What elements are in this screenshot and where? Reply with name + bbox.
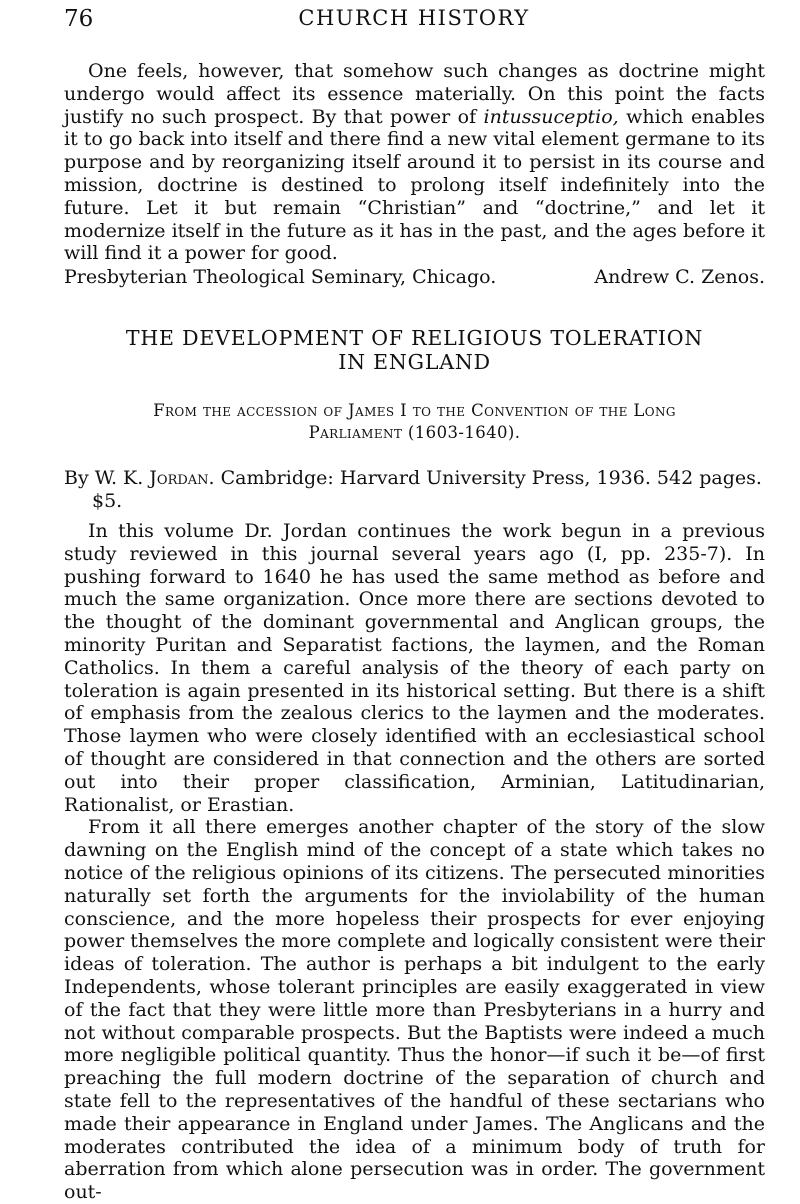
signature-author: Andrew C. Zenos. [594,266,765,288]
signature-institution: Presbyterian Theological Seminary, Chicago. [64,266,497,288]
review-title-line: IN ENGLAND [338,350,491,374]
byline-prefix: By W. K. [64,467,150,489]
paragraph [64,60,765,265]
review-title-line: THE DEVELOPMENT OF RELIGIOUS TOLERATION [125,326,704,350]
review-subtitle-line: From the accession of James I to the Convention of the Long [153,401,676,420]
page-header [64,6,764,36]
paragraph: In this volume Dr. Jordan continues the work begun in a previous study reviewed in this journal several years ago (I, pp. 235-7). In pushing forward to 1640 he has used the same method as before and much the same organization. Once more there are sections devoted to the thought of the dominant governmental and Anglican groups, the minority Puritan and Separatist factions, the laymen, and the Roman Catholics. In them a careful analysis of the theory of each party on toleration is again presented in its historical setting. But there is a shift of emphasis from the zealous clerics to the laymen and the moderates. Those laymen who were closely identified with an ecclesiastical school of thought are considered in that connection and the others are sorted out into their proper classification, Arminian, Latitudinarian, Rationalist, or Erastian. [64,520,765,816]
review-title [64,326,765,374]
italic-term: intussuceptio, [483,105,619,128]
review-subtitle [64,400,765,444]
byline-author: Jordan [149,467,209,489]
running-head: CHURCH HISTORY [298,6,530,30]
page-number: 76 [64,6,94,32]
closing-paragraph [64,60,765,265]
signature-line [64,266,765,290]
paragraph-text: One feels, however, that somehow such changes as doctrine might undergo would affect its essence materially. On this point the facts justify no such prospect. By that power of [64,60,765,128]
paragraph: From it all there emerges another chapter of the story of the slow dawning on the English mind of the concept of a state which takes no notice of the religious opinions of its citizens. The persecuted minorities naturally set forth the arguments for the inviolability of the human conscience, and the more hopeless their prospects for ever enjoying power themselves the more complete and logically consistent were their ideas of toleration. The author is perhaps a bit indulgent to the early Independents, whose tolerant principles are easily exaggerated in view of the fact that they were little more than Presbyterians in a hurry and not without comparable prospects. But the Baptists were indeed a much more negligible political quantity. Thus the honor—if such it be—of first preaching the full modern doctrine of the separation of church and state fell to the representatives of the handful of these sectarians who made their appearance in England under James. The Anglicans and the moderates contributed the idea of a minimum body of truth for aberration from which alone persecution was in order. The government out- [64,816,765,1204]
paragraph-text: which enables it to go back into itself and there find a new vital element germane to its purpose and by reorganizing itself around it to persist in its course and mission, doctrine is destined to prolong itself indefinitely into the future. Let it but remain “Christian” and “doctrine,” and let it modernize itself in the future as it has in the past, and the ages before it will find it a power for good. [64,105,765,265]
review-body [64,520,765,1204]
byline-publisher: . Cambridge: Harvard University Press, 1936. 542 pages. $5. [92,467,762,512]
review-byline [64,467,765,512]
review-subtitle-line: Parliament (1603-1640). [308,423,521,442]
